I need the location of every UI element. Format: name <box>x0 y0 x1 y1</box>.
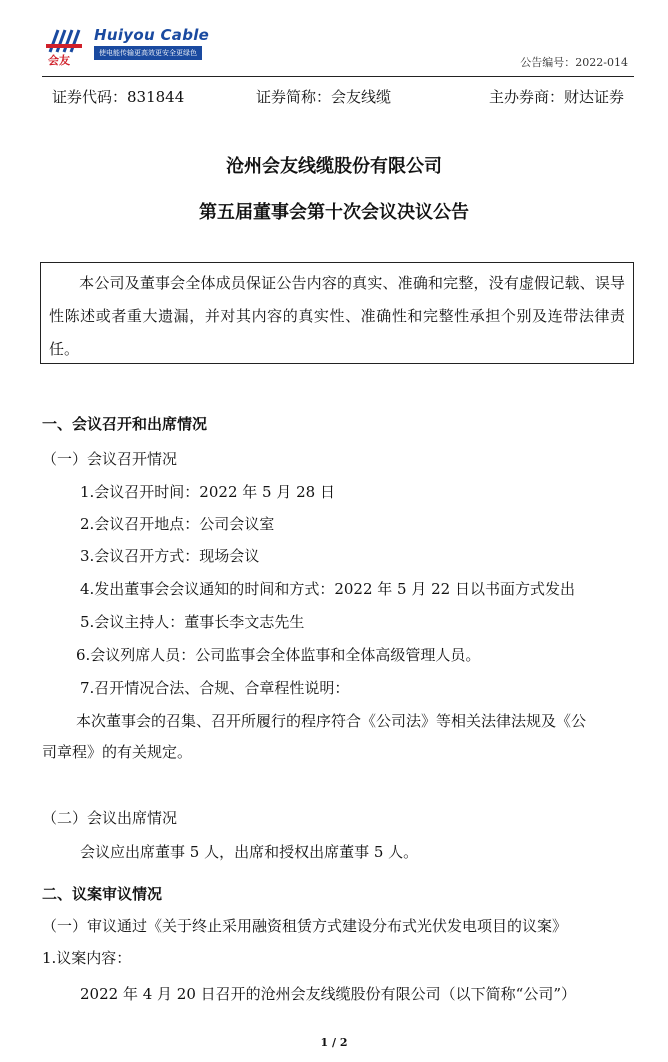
announcement-title: 第五届董事会第十次会议决议公告 <box>199 202 469 223</box>
meeting-item: 4.发出董事会会议通知的时间和方式：2022 年 5 月 22 日以书面方式发出 <box>80 580 575 598</box>
meeting-item: 1.会议召开时间：2022 年 5 月 28 日 <box>80 483 335 501</box>
sponsor-broker: 主办券商：财达证券 <box>488 88 624 106</box>
meeting-item: 3.会议召开方式：现场会议 <box>80 547 260 565</box>
meeting-item: 6.会议列席人员：公司监事会全体监事和全体高级管理人员。 <box>76 646 481 664</box>
disclaimer-text: 本公司及董事会全体成员保证公告内容的真实、准确和完整，没有虚假记载、误导性陈述或者重大遗漏，并对其内容的真实性、准确性和完整性承担个别及连带法律责任。 <box>49 274 625 358</box>
securities-abbreviation: 证券简称：会友线缆 <box>256 88 392 106</box>
attendance-text: 会议应出席董事 5 人，出席和授权出席董事 5 人。 <box>80 843 419 861</box>
header-divider <box>42 76 634 77</box>
section2-heading: 二、议案审议情况 <box>42 885 163 903</box>
meeting-item: 5.会议主持人：董事长李文志先生 <box>80 613 305 631</box>
motion-content-label: 1.议案内容： <box>42 949 132 967</box>
legal-statement-line: 司章程》的有关规定。 <box>42 743 193 761</box>
motion-title: （一）审议通过《关于终止采用融资租赁方式建设分布式光伏发电项目的议案》 <box>42 917 568 935</box>
meeting-item: 7.召开情况合法、合规、合章程性说明： <box>80 679 350 697</box>
section1-sub2-heading: （二）会议出席情况 <box>42 809 178 827</box>
meeting-item: 2.会议召开地点：公司会议室 <box>80 515 275 533</box>
securities-info-row <box>52 86 624 108</box>
logo-slogan: 使电能传输更高效更安全更绿色 <box>94 46 202 60</box>
legal-statement-line: 本次董事会的召集、召开所履行的程序符合《公司法》等相关法律法规及《公 <box>76 712 587 730</box>
securities-code: 证券代码：831844 <box>52 88 185 106</box>
section1-heading: 一、会议召开和出席情况 <box>42 415 208 433</box>
announcement-number: 公告编号：2022-014 <box>520 56 628 69</box>
company-title: 沧州会友线缆股份有限公司 <box>226 156 442 177</box>
logo-mark-icon <box>46 26 86 66</box>
company-logo <box>46 22 210 66</box>
section1-sub1-heading: （一）会议召开情况 <box>42 450 178 468</box>
motion-content-line: 2022 年 4 月 20 日召开的沧州会友线缆股份有限公司（以下简称“公司”） <box>80 985 576 1003</box>
page-number: 1 / 2 <box>320 1036 348 1049</box>
logo-mark-text: 会友 <box>48 54 70 66</box>
disclaimer-box <box>40 262 634 364</box>
logo-brand-text: Huiyou Cable <box>94 26 210 44</box>
